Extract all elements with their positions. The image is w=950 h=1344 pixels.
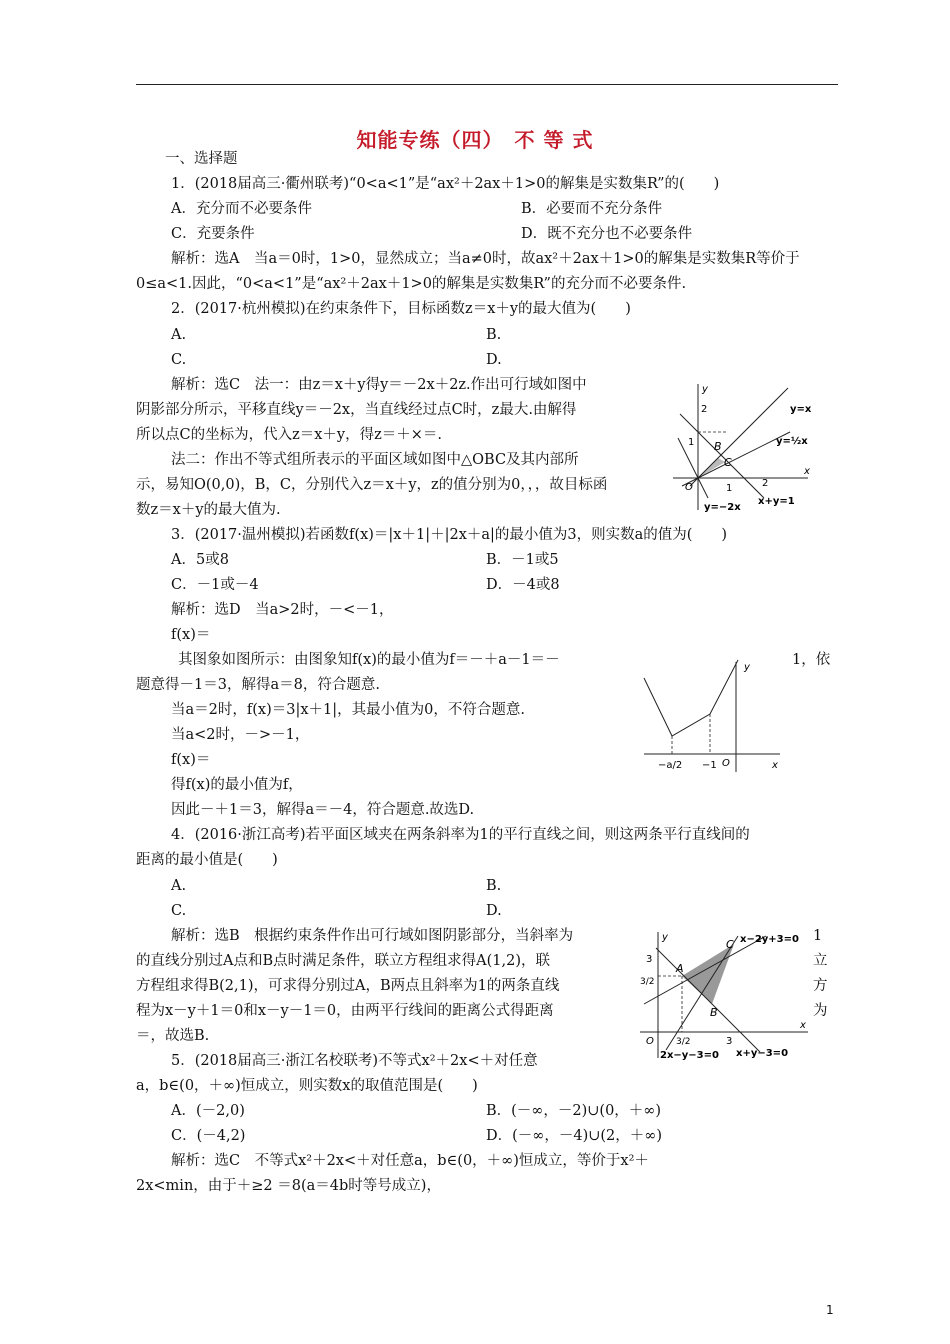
text-line: 得f(x)的最小值为f， (171, 777, 303, 793)
label-line-3: x+y−3=0 (736, 1048, 789, 1059)
text-line: B. (486, 327, 502, 343)
origin-label: O (685, 482, 693, 493)
figure-region-3 (636, 926, 812, 1062)
tick-x-3-half: 3/2 (676, 1037, 691, 1047)
text-line: 数z＝x＋y的最大值为. (136, 502, 281, 518)
figure-function-graph (640, 656, 786, 778)
point-label-c: C (726, 938, 734, 951)
text-line: 解析：选B 根据约束条件作出可行域如图阴影部分，当斜率为 (171, 928, 574, 944)
graph-f (644, 660, 738, 736)
text-line: 立 (813, 953, 828, 969)
text-line: 4．(2016·浙江高考)若平面区域夹在两条斜率为1的平行直线之间，则这两条平行直线间的 (171, 827, 750, 843)
text-line: D. (486, 903, 502, 919)
text-line: 方 (813, 978, 828, 994)
text-line: D. (486, 352, 502, 368)
axis-label-x: x (804, 466, 810, 477)
text-line: B．(－∞，－2)∪(0，＋∞) (486, 1103, 662, 1119)
text-line: C．(－4,2) (171, 1128, 246, 1144)
axis-label-y: y (662, 932, 668, 943)
label-line-half: y=½x (776, 436, 808, 447)
text-line: 解析：选A 当a＝0时，1>0，显然成立；当a≠0时，故ax²＋2ax＋1>0的解集是实数集R等价于 (171, 251, 800, 267)
point-label-b: B (710, 1006, 718, 1019)
text-line: 题意得－1＝3，解得a＝8，符合题意. (136, 677, 380, 693)
line-y-eq-x (690, 388, 788, 486)
text-line: a，b∈(0，＋∞)恒成立，则实数x的取值范围是( ) (136, 1078, 478, 1094)
text-line: 3．(2017·温州模拟)若函数f(x)＝|x＋1|＋|2x＋a|的最小值为3，则实数a的值为( ) (171, 527, 728, 543)
tick-y-2: 2 (701, 404, 708, 415)
axis-label-y: y (702, 384, 708, 395)
text-line: A. (171, 327, 187, 343)
page-title: 知能专练（四） 不 等 式 (356, 128, 594, 152)
tick-y-3-half: 3/2 (640, 977, 655, 987)
page-number: 1 (826, 1303, 834, 1317)
text-line: 1 (813, 928, 823, 944)
text-line: 0≤a<1.因此，“0<a<1”是“ax²＋2ax＋1>0的解集是实数集R”的充分而不必要条件. (136, 276, 687, 292)
text-line: 因此－＋1＝3，解得a＝－4，符合题意.故选D. (171, 802, 475, 818)
text-line: 1，依 (792, 652, 831, 668)
text-line: 一、选择题 (165, 151, 238, 167)
shaded-triangle-abc (682, 944, 734, 1004)
tick-x-2: 2 (762, 478, 769, 489)
text-line: B. (486, 878, 502, 894)
label-line-2: 2x−y−3=0 (660, 1050, 719, 1061)
text-line: B．必要而不充分条件 (521, 201, 663, 217)
text-line: A. (171, 878, 187, 894)
text-line: D．(－∞，－4)∪(2，＋∞) (486, 1128, 663, 1144)
text-line: A．充分而不必要条件 (171, 201, 312, 217)
text-line: C. (171, 352, 187, 368)
text-line: D．－4或8 (486, 577, 560, 593)
text-line: 解析：选C 法一：由z＝x＋y得y＝－2x＋2z.作出可行域如图中 (171, 377, 587, 393)
text-line: 当a＝2时，f(x)＝3|x＋1|，其最小值为0，不符合题意. (171, 702, 525, 718)
text-line: 程为x－y＋1＝0和x－y－1＝0，由两平行线间的距离公式得距离 (136, 1003, 554, 1019)
label-line-sum: x+y=1 (758, 496, 795, 507)
text-line: 阴影部分所示，平移直线y＝－2x，当直线经过点C时，z最大.由解得 (136, 402, 577, 418)
text-line: C. (171, 903, 187, 919)
tick-x-1: 1 (726, 483, 733, 494)
label-line-y-eq-x: y=x (790, 404, 812, 415)
origin-label: O (646, 1036, 654, 1047)
text-line: f(x)＝ (171, 752, 211, 768)
text-line: B．－1或5 (486, 552, 559, 568)
tick-x-3: 3 (726, 1036, 733, 1047)
text-line: 解析：选C 不等式x²＋2x<＋对任意a，b∈(0，＋∞)恒成立，等价于x²＋ (171, 1153, 649, 1169)
text-line: 5．(2018届高三·浙江名校联考)不等式x²＋2x<＋对任意 (171, 1053, 538, 1069)
text-line: C．－1或－4 (171, 577, 259, 593)
text-line: 的直线分别过A点和B点时满足条件，联立方程组求得A(1,2)，联 (136, 953, 550, 969)
text-line: 2x<min，由于＋≥2 ＝8(a＝4b时等号成立)， (136, 1178, 441, 1194)
line-2x-minus-y-minus-3 (666, 936, 738, 1050)
tick-neg-1: −1 (702, 760, 717, 771)
label-line-neg-2x: y=−2x (704, 502, 741, 513)
shaded-region-obc (698, 458, 725, 478)
axis-label-x: x (772, 760, 778, 771)
text-line: 1．(2018届高三·衢州联考)“0<a<1”是“ax²＋2ax＋1>0的解集是实数集R”的( ) (171, 176, 720, 192)
text-line: 解析：选D 当a>2时，－<－1， (171, 602, 394, 618)
text-line: 法二：作出不等式组所表示的平面区域如图中△OBC及其内部所 (171, 452, 579, 468)
axis-label-y: y (744, 662, 750, 673)
tick-y-1: 1 (688, 437, 695, 448)
text-line: 2．(2017·杭州模拟)在约束条件下，目标函数z＝x＋y的最大值为( ) (171, 301, 631, 317)
text-line: f(x)＝ (171, 627, 211, 643)
text-line: D．既不充分也不必要条件 (521, 226, 693, 242)
text-line: C．充要条件 (171, 226, 255, 242)
text-line: 示，易知O(0,0)，B，C，分别代入z＝x＋y，z的值分别为0，，，故目标函 (136, 477, 608, 493)
text-line: 其图象如图所示：由图象知f(x)的最小值为f＝－＋a－1＝－ (178, 652, 560, 668)
text-line: ＝，故选B. (136, 1028, 210, 1044)
origin-label: O (722, 758, 730, 769)
point-label-a: A (676, 962, 684, 975)
text-line: 当a<2时，－>－1， (171, 727, 310, 743)
tick-neg-a-half: −a/2 (658, 760, 683, 771)
label-line-1: x−2y+3=0 (740, 934, 799, 945)
text-line: A．(－2,0) (171, 1103, 245, 1119)
text-line: A．5或8 (171, 552, 229, 568)
text-line: 方程组求得B(2,1)，可求得分别过A，B两点且斜率为1的两条直线 (136, 978, 560, 994)
axis-label-x: x (800, 1020, 806, 1031)
point-label-c: C (724, 456, 732, 469)
point-label-b: B (714, 440, 722, 453)
text-line: 为 (813, 1003, 828, 1019)
tick-y-3: 3 (646, 954, 653, 965)
text-line: 所以点C的坐标为，代入z＝x＋y，得z＝＋×＝. (136, 427, 442, 443)
figure-region-1 (668, 378, 814, 514)
text-line: 距离的最小值是( ) (136, 852, 278, 868)
header-rule (136, 84, 838, 85)
